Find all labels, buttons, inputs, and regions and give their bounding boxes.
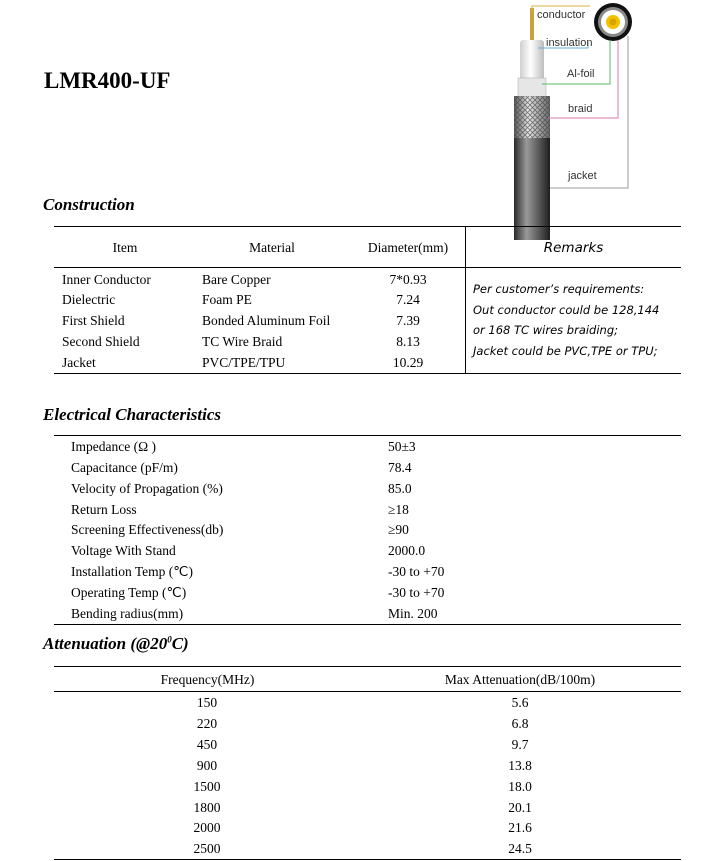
header-frequency: Frequency(MHz) (160, 672, 255, 687)
page-title: LMR400-UF (44, 68, 171, 93)
electrical-param: Voltage With Stand (71, 543, 176, 558)
electrical-param: Screening Effectiveness(db) (71, 522, 224, 537)
attenuation-value: 13.8 (508, 758, 532, 773)
construction-material: TC Wire Braid (202, 334, 283, 349)
electrical-param: Installation Temp (℃) (71, 564, 193, 579)
construction-item: First Shield (62, 313, 125, 328)
attenuation-value: 18.0 (508, 779, 532, 794)
construction-material: PVC/TPE/TPU (202, 355, 286, 370)
electrical-value: -30 to +70 (388, 585, 445, 600)
construction-diameter: 10.29 (392, 355, 424, 370)
attenuation-frequency: 2500 (193, 841, 221, 856)
label-conductor: conductor (537, 9, 586, 21)
attenuation-frequency: 2000 (193, 820, 221, 835)
label-al-foil: Al-foil (567, 68, 595, 80)
construction-material: Bonded Aluminum Foil (202, 313, 331, 328)
construction-material: Foam PE (202, 292, 252, 307)
attenuation-value: 9.7 (511, 737, 529, 752)
construction-item: Jacket (62, 355, 96, 370)
attenuation-value: 24.5 (508, 841, 532, 856)
attenuation-value: 21.6 (508, 820, 532, 835)
construction-item: Second Shield (62, 334, 140, 349)
electrical-heading: Electrical Characteristics (43, 405, 222, 424)
header-material: Material (249, 240, 295, 255)
construction-heading: Construction (43, 195, 135, 214)
attenuation-frequency: 450 (196, 737, 218, 752)
cable-diagram (500, 0, 650, 240)
attenuation-frequency: 900 (196, 758, 218, 773)
electrical-param: Return Loss (71, 502, 137, 517)
attenuation-value: 5.6 (511, 695, 529, 710)
label-braid: braid (568, 103, 593, 115)
construction-material: Bare Copper (202, 272, 271, 287)
remarks-line: or 168 TC wires braiding; (473, 323, 619, 337)
electrical-value: 2000.0 (388, 543, 426, 558)
label-jacket: jacket (568, 170, 597, 182)
attenuation-value: 20.1 (508, 800, 532, 815)
attenuation-frequency: 1800 (193, 800, 221, 815)
electrical-value: 78.4 (388, 460, 412, 475)
electrical-value: 50±3 (388, 439, 416, 454)
electrical-param: Impedance (Ω ) (71, 439, 156, 454)
electrical-value: 85.0 (388, 481, 412, 496)
remarks-line: Jacket could be PVC,TPE or TPU; (473, 344, 658, 358)
attenuation-frequency: 1500 (193, 779, 221, 794)
attenuation-frequency: 150 (196, 695, 218, 710)
electrical-param: Capacitance (pF/m) (71, 460, 178, 475)
attenuation-frequency: 220 (196, 716, 218, 731)
header-remarks: Remarks (543, 240, 604, 256)
electrical-value: ≥18 (388, 502, 409, 517)
electrical-param: Bending radius(mm) (71, 606, 184, 621)
construction-diameter: 7.39 (396, 313, 420, 328)
header-max-attenuation: Max Attenuation(dB/100m) (444, 672, 596, 687)
attenuation-heading: Attenuation $(@20^0C)$ (43, 634, 189, 653)
construction-diameter: 7.24 (396, 292, 420, 307)
electrical-value: ≥90 (388, 522, 409, 537)
electrical-param: Operating Temp (℃) (71, 585, 187, 600)
header-item: Item (112, 240, 138, 255)
electrical-value: -30 to +70 (388, 564, 445, 579)
label-insulation: insulation (546, 37, 593, 49)
remarks-line: Out conductor could be 128,144 (473, 303, 660, 317)
construction-diameter: 8.13 (396, 334, 420, 349)
construction-item: Dielectric (62, 292, 116, 307)
construction-item: Inner Conductor (62, 272, 151, 287)
construction-diameter: 7*0.93 (389, 272, 427, 287)
electrical-value: Min. 200 (388, 606, 438, 621)
header-diameter: Diameter(mm) (367, 240, 449, 255)
remarks-line: Per customer’s requirements: (473, 282, 645, 296)
attenuation-value: 6.8 (511, 716, 529, 731)
electrical-param: Velocity of Propagation (%) (71, 481, 223, 496)
